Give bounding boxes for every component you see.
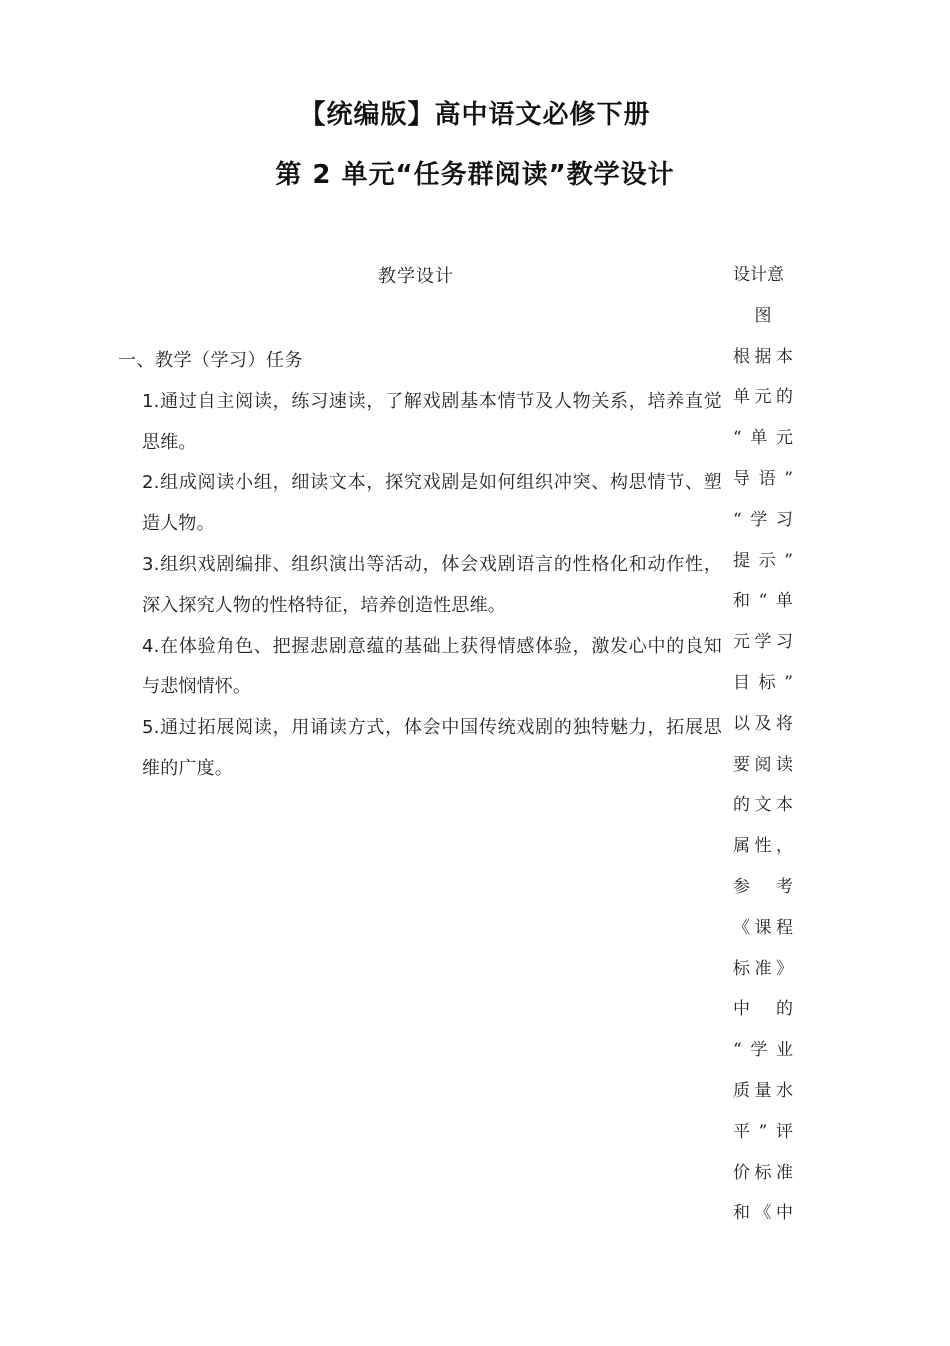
document-title: 【统编版】高中语文必修下册 [299,100,651,130]
design-intent-char: 阅 [754,754,772,775]
design-intent-char: 的 [733,795,750,816]
task-text: 组成阅读小组，细读文本，探究戏剧是如何组织冲突、构思情节、塑造人物。 [142,472,722,535]
design-intent-char: 本 [776,795,793,816]
design-intent-char: 程 [776,917,793,938]
design-intent-char: ” [784,672,793,693]
design-intent-char: 质 [733,1080,750,1101]
design-intent-char: 学 [750,509,768,530]
design-intent-char: 价 [733,1162,750,1183]
design-intent-char: 》 [776,958,793,979]
task-number: 1. [142,390,160,412]
task-item [118,708,722,790]
design-intent-line [733,1112,793,1153]
design-intent-char: 准 [754,958,772,979]
design-intent-column [733,255,793,1234]
design-intent-char: 元 [754,387,772,408]
design-intent-line [733,337,793,378]
design-intent-char: 根 [733,346,750,367]
design-intent-char: 文 [754,795,772,816]
design-intent-line [733,459,793,500]
design-intent-line [733,377,793,418]
design-intent-text [733,337,793,1235]
design-intent-line [733,908,793,949]
task-text: 在体验角色、把握悲剧意蕴的基础上获得情感体验，激发心中的良知与悲悯情怀。 [142,635,722,698]
design-intent-line [733,541,793,582]
design-intent-line [733,989,793,1030]
design-intent-char: 量 [754,1080,772,1101]
design-intent-char: ” [758,1121,768,1142]
design-intent-char: 语 [758,468,776,489]
section-heading: 一、教学（学习）任务 [118,350,303,371]
design-intent-line [733,622,793,663]
design-intent-char: 及 [754,713,772,734]
design-intent-char: 标 [754,1162,772,1183]
design-intent-char: 据 [754,346,772,367]
design-intent-char: 习 [776,632,793,653]
design-intent-char: 读 [776,754,793,775]
task-text: 通过拓展阅读，用诵读方式，体会中国传统戏剧的独特魅力，拓展思维的广度。 [142,717,722,779]
design-intent-char: “ [733,509,742,530]
design-intent-char: 水 [776,1080,793,1101]
design-intent-char: “ [733,1040,742,1061]
design-intent-char [760,867,765,908]
design-intent-char: 学 [750,1040,768,1061]
design-intent-char: 本 [776,346,793,367]
design-intent-char: 元 [775,428,793,449]
task-item [118,545,722,627]
document-subtitle: 第 2 单元“任务群阅读”教学设计 [275,160,675,190]
column-header-design-intent [733,255,793,296]
design-intent-line [733,1030,793,1071]
design-intent-line [733,867,793,908]
column-header-design-intent-line: 图 [754,305,772,326]
design-intent-char: 单 [750,428,768,449]
design-intent-char: 目 [733,672,750,693]
design-intent-char: 业 [775,1040,793,1061]
task-text: 通过自主阅读，练习速读，了解戏剧基本情节及人物关系，培养直觉思维。 [142,390,722,453]
design-intent-line [733,418,793,459]
design-intent-char: ” [784,468,793,489]
task-number: 2. [142,472,160,494]
column-header-teaching-design: 教学设计 [378,266,454,287]
task-number: 5. [142,717,160,739]
design-intent-char: 将 [776,713,793,734]
design-intent-char: 导 [733,468,750,489]
design-intent-line [733,949,793,990]
design-intent-line [733,663,793,704]
design-intent-char: 标 [758,672,776,693]
task-number: 3. [142,553,160,575]
task-item [118,627,722,709]
design-intent-char: 单 [733,387,750,408]
design-intent-line [733,826,793,867]
design-intent-char [760,989,765,1030]
design-intent-char: 课 [754,917,772,938]
column-header-design-intent [733,296,793,337]
design-intent-char: 的 [776,999,793,1020]
teaching-design-content [118,341,722,790]
design-intent-line [733,581,793,622]
design-intent-char: 参 [733,876,750,897]
design-intent-char: 学 [754,632,772,653]
design-intent-char: 属 [733,836,750,857]
design-intent-char: “ [758,591,768,612]
design-intent-line [733,1071,793,1112]
design-intent-char: 中 [733,999,750,1020]
design-intent-char: 提 [733,550,750,571]
design-intent-char: 的 [776,387,793,408]
design-intent-line [733,1193,793,1234]
design-intent-line [733,500,793,541]
design-intent-char: 以 [733,713,750,734]
design-intent-char: 元 [733,632,750,653]
task-text: 组织戏剧编排、组织演出等活动，体会戏剧语言的性格化和动作性，深入探究人物的性格特征，培养创造性思维。 [142,553,722,616]
column-header-design-intent-line: 设计意 [733,265,784,285]
design-intent-char: 准 [776,1162,793,1183]
design-intent-char: 要 [733,754,750,775]
design-intent-char: 性 [754,836,772,857]
design-intent-char: 习 [775,509,793,530]
task-number: 4. [142,635,160,657]
task-item [118,382,722,464]
design-intent-char: 示 [758,550,776,571]
design-intent-char: “ [733,428,742,449]
design-intent-char: 单 [775,591,793,612]
design-intent-char: ， [776,836,793,857]
design-intent-line [733,745,793,786]
design-intent-char: 评 [775,1121,793,1142]
design-intent-char: 考 [776,876,793,897]
design-intent-line [733,1153,793,1194]
design-intent-char: 和 [733,591,750,612]
design-intent-char: ” [784,550,793,571]
design-intent-char: 和 [733,1203,750,1224]
design-intent-char: 《 [754,1203,772,1224]
design-intent-char: 平 [733,1121,750,1142]
design-intent-char: 标 [733,958,750,979]
design-intent-line [733,785,793,826]
task-item [118,463,722,545]
design-intent-char: 《 [733,917,750,938]
design-intent-char: 中 [776,1203,793,1224]
design-intent-line [733,704,793,745]
